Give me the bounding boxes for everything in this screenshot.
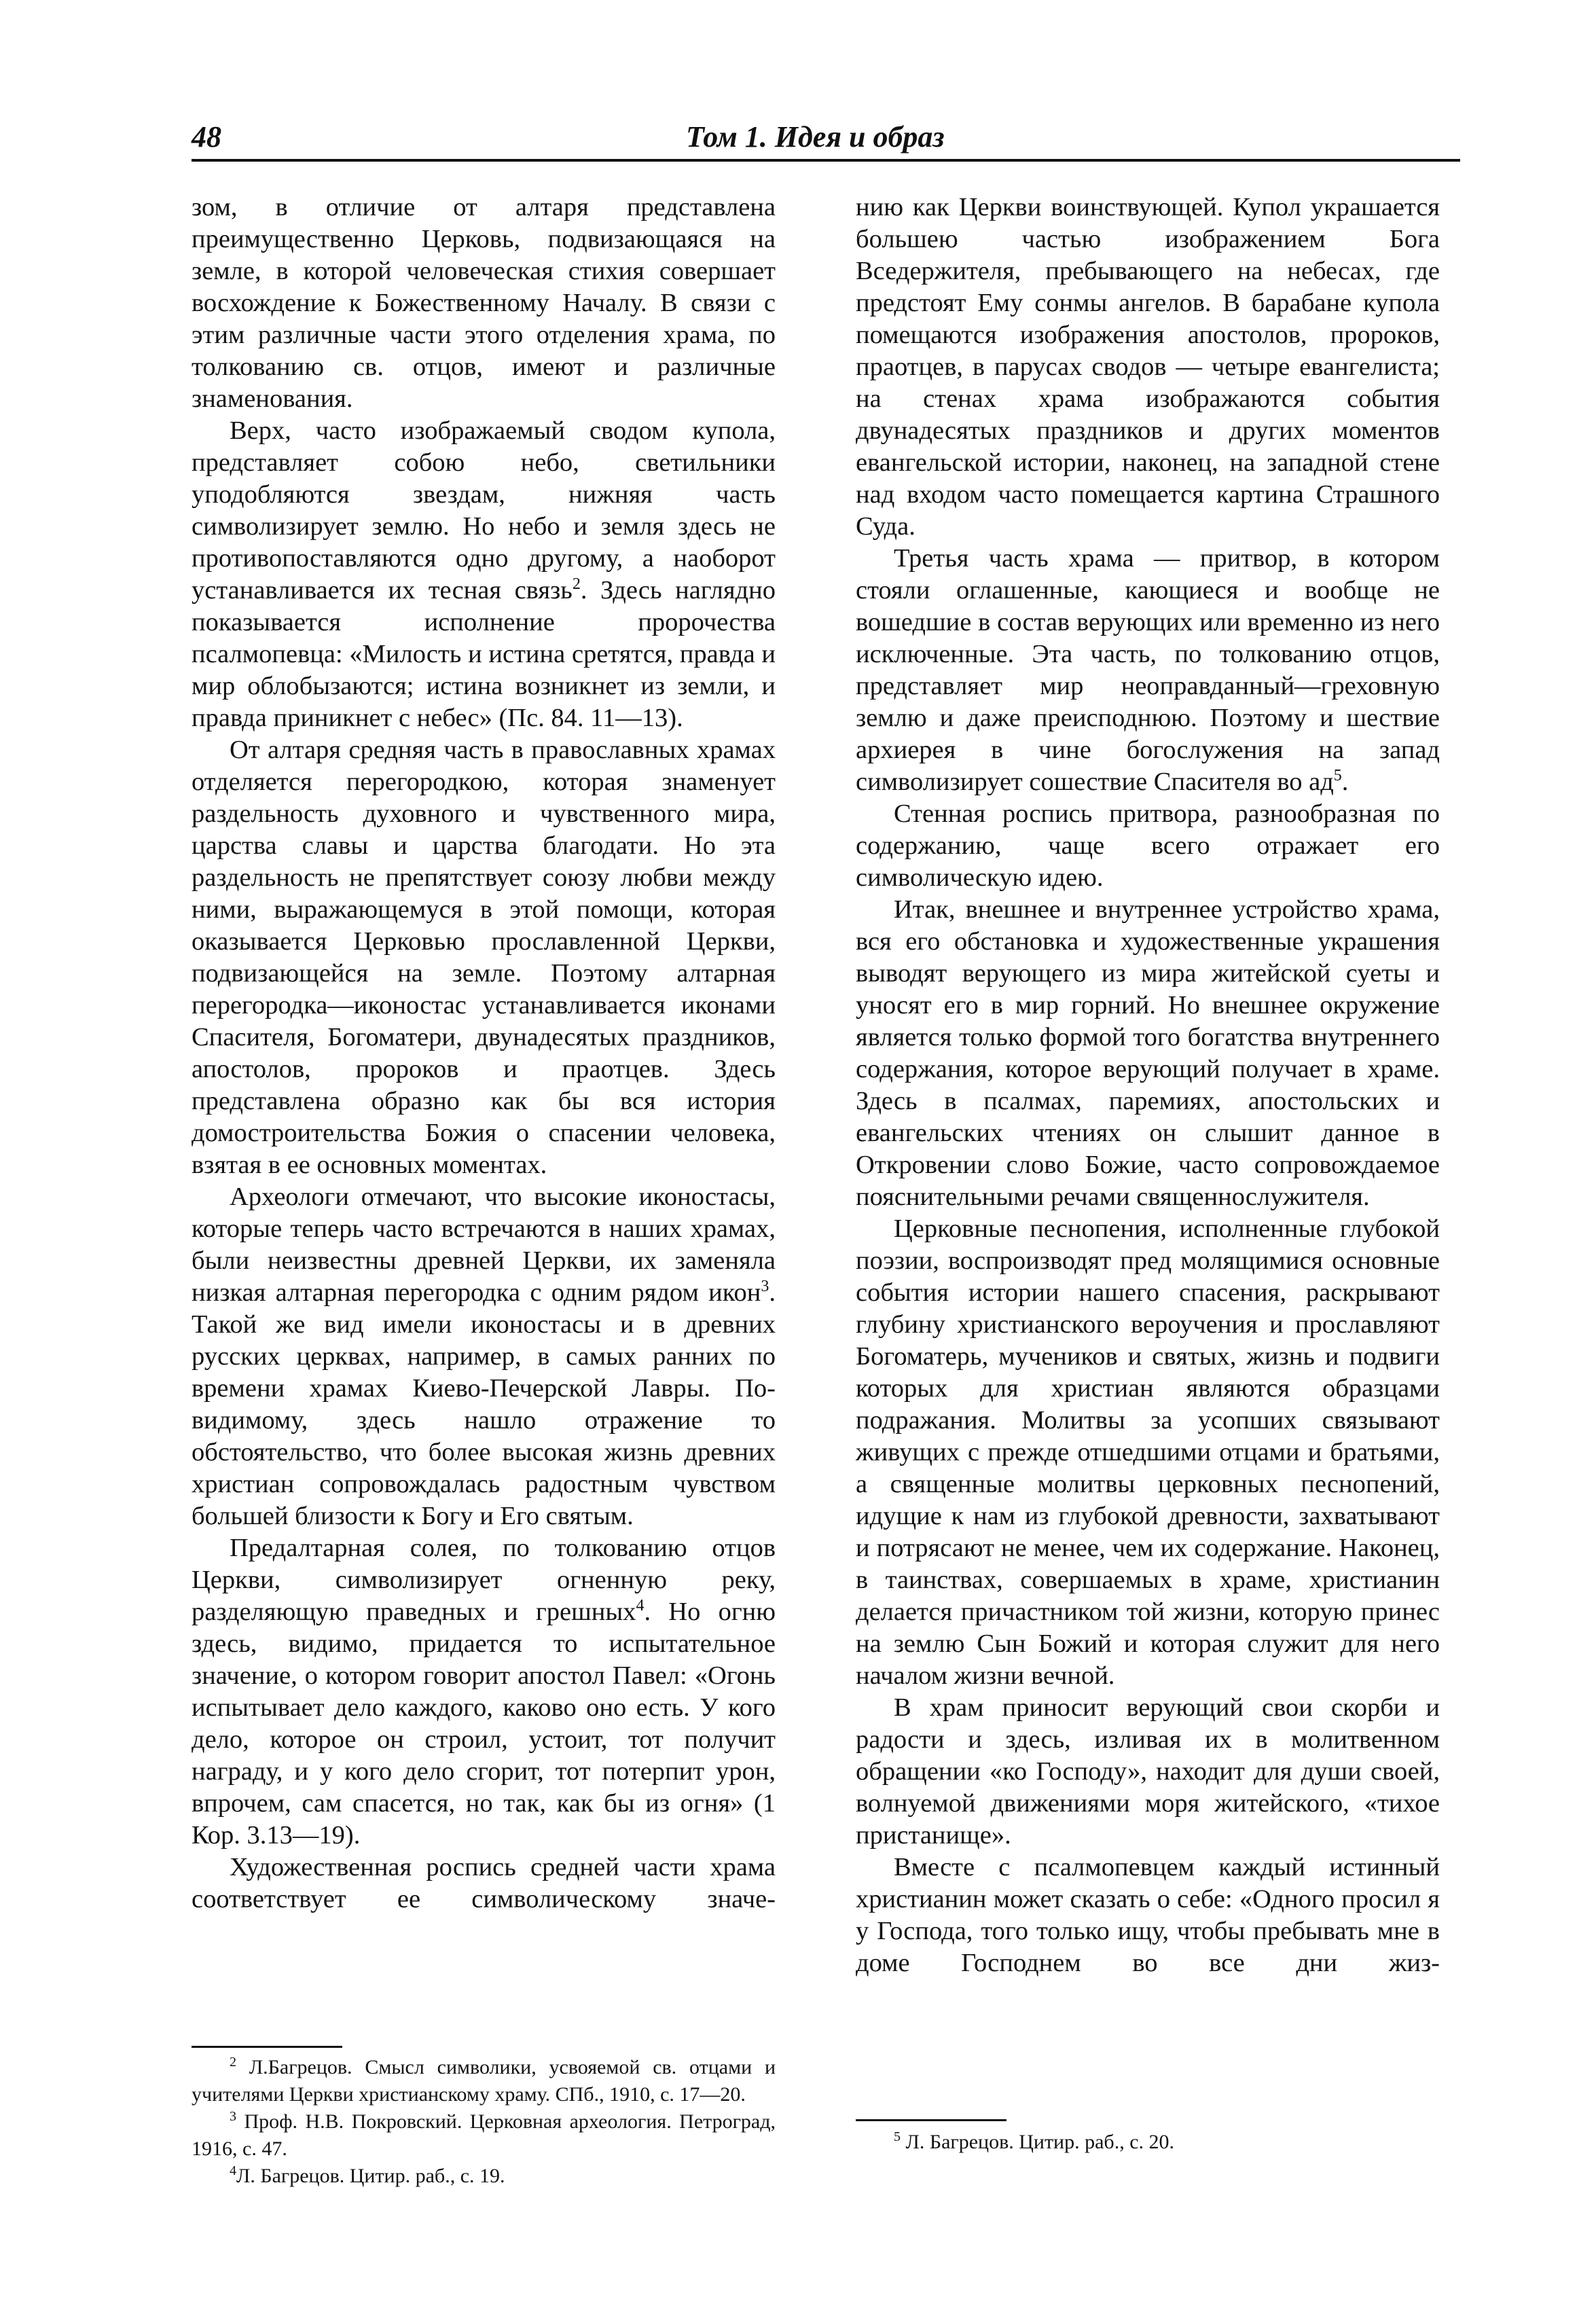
footnote-ref[interactable]: 4 [636, 1597, 645, 1615]
footnotes-right [856, 2129, 1440, 2156]
paragraph: В храм приносит верующий свои скорби и радости и здесь, изливая их в молитвенном обращении «ко Господу», находит для души своей, волнуемой движениями моря житейского, «тихое пристанище». [856, 1693, 1440, 1850]
paragraph: Предалтарная солея, по толкованию отцов Церкви, символизирует огненную реку, разделяющую праведных и грешных$^4$. Но огню здесь, видимо, придается то испытательное значение, о котором говорит апостол Павел: «Огонь испытывает дело каждого, каково оно есть. У кого дело, которое он строил, устоит, тот получит награду, и у кого дело сгорит, тот потерпит урон, впрочем, сам спасется, но так, как бы из огня» (1 Кор. 3.13—19). [192, 1534, 776, 1850]
footnote-ref[interactable]: 2 [572, 575, 581, 594]
footnote: $^2$ Л.Багрецов. Смысл символики, усвояемой св. отцами и учителями Церкви христианскому храму. СПб., 1910, с. 17—20. [192, 2055, 776, 2106]
footnote: $^3$ Проф. Н.В. Покровский. Церковная археология. Петроград, 1916, с. 47. [192, 2109, 776, 2160]
paragraph: Художественная роспись средней части храма соответствует ее символическому значе- [192, 1853, 776, 1913]
paragraph: нию как Церкви воинствующей. Купол украшается большею частью изображением Бога Вседержителя, пребывающего на небесах, где предстоят Ему сонмы ангелов. В барабане купола помещаются изображения апостолов, пророков, праотцев, в парусах сводов — четыре евангелиста; на стенах храма изображаются события двунадесятых праздников и других моментов евангельской истории, наконец, на западной стене над входом часто помещается картина Страшного Суда. [856, 193, 1440, 541]
footnote-rule [192, 2046, 342, 2048]
page-header [192, 114, 1460, 162]
paragraph: Третья часть храма — притвор, в котором стояли оглашенные, кающиеся и вообще не вошедшие в состав верующих или временно из него исключенные. Эта часть, по толкованию отцов, представляет мир неоправданный—греховную землю и даже преисподнюю. Поэтому и шествие архиерея в чине богослужения на запад символизирует сошествие Спасителя во $ад^5$. [856, 544, 1440, 796]
running-title: Том 1. Идея и образ [686, 120, 945, 154]
footnote-rule [856, 2119, 1006, 2121]
paragraph: Итак, внешнее и внутреннее устройство храма, вся его обстановка и художественные украшения выводят верующего из мира житейской суеты и уносят его в мир горний. Но внешнее окружение является только формой того богатства внутреннего содержания, которое верующий получает в храме. Здесь в псалмах, паремиях, апостольских и евангельских чтениях он слышит данное в Откровении слово Божие, часто сопровождаемое пояснительными речами священнослужителя. [856, 895, 1440, 1211]
footnotes-left [192, 2054, 776, 2190]
paragraph: Верх, часто изображаемый сводом купола, представляет собою небо, светильники уподобляются звездам, нижняя часть символизирует землю. Но небо и земля здесь не противопоставляются одно другому, а наоборот устанавливается их тесная связь$^2$. Здесь наглядно показывается исполнение пророчества псалмопевца: «Милость и истина сретятся, правда и мир облобызаются; истина возникнет из земли, и правда приникнет с небес» (Пс. 84. 11—13). [192, 416, 776, 732]
footnote: $^4$Л. Багрецов. Цитир. раб., с. 19. [230, 2163, 505, 2187]
header-rule [192, 159, 1460, 162]
page-number: 48 [192, 120, 221, 154]
paragraph: Церковные песнопения, исполненные глубокой поэзии, воспроизводят пред молящимися основные события истории нашего спасения, раскрывают глубину христианского вероучения и прославляют Богоматерь, мучеников и святых, жизнь и подвиги которых для христиан являются образцами подражания. Молитвы за усопших связывают живущих с прежде отшедшими отцами и братьями, а священные молитвы церковных песнопений, идущие к нам из глубокой древности, захватывают и потрясают не менее, чем их содержание. Наконец, в таинствах, совершаемых в храме, христианин делается причастником той жизни, которую принес на землю Сын Божий и которая служит для него началом жизни вечной. [856, 1214, 1440, 1690]
footnote: $^5$ Л. Багрецов. Цитир. раб., с. 20. [894, 2129, 1175, 2153]
paragraph: Стенная роспись притвора, разнообразная по содержанию, чаще всего отражает его символическую идею. [856, 799, 1440, 892]
paragraph: От алтаря средняя часть в православных храмах отделяется перегородкою, которая знаменует раздельность духовного и чувственного мира, царства славы и царства благодати. Но эта раздельность не препятствует союзу любви между ними, выражающемуся в этой помощи, которая оказывается Церковью прославленной Церкви, подвизающейся на земле. Поэтому алтарная перегородка—иконостас устанавливается иконами Спасителя, Богоматери, двунадесятых праздников, апостолов, пророков и праотцев. Здесь представлена образно как бы вся история домостроительства Божия о спасении человека, взятая в ее основных моментах. [192, 736, 776, 1179]
paragraph: зом, в отличие от алтаря представлена преимущественно Церковь, подвизающаяся на земле, в которой человеческая стихия совершает восхождение к Божественному Началу. В связи с этим различные части этого отделения храма, по толкованию св. отцов, имеют и различные знаменования. [192, 193, 776, 413]
footnote-ref[interactable]: 5 [1333, 767, 1342, 785]
right-column [856, 192, 1440, 1979]
left-column [192, 192, 776, 1915]
footnote-ref[interactable]: 3 [761, 1278, 769, 1296]
paragraph: Археологи отмечают, что высокие иконостасы, которые теперь часто встречаются в наших храмах, были неизвестны древней Церкви, их заменяла низкая алтарная перегородка с одним рядом икон$^3$. Такой же вид имели иконостасы и в древних русских церквах, например, в самых ранних по времени храмах Киево-Печерской Лавры. По-видимому, здесь нашло отражение то обстоятельство, что более высокая жизнь древних христиан сопровождалась радостным чувством большей близости к Богу и Его святым. [192, 1183, 776, 1530]
paragraph: Вместе с псалмопевцем каждый истинный христианин может сказать о себе: «Одного просил я у Господа, того только ищу, чтобы пребывать мне в доме Господнем во все дни жиз- [856, 1853, 1440, 1977]
